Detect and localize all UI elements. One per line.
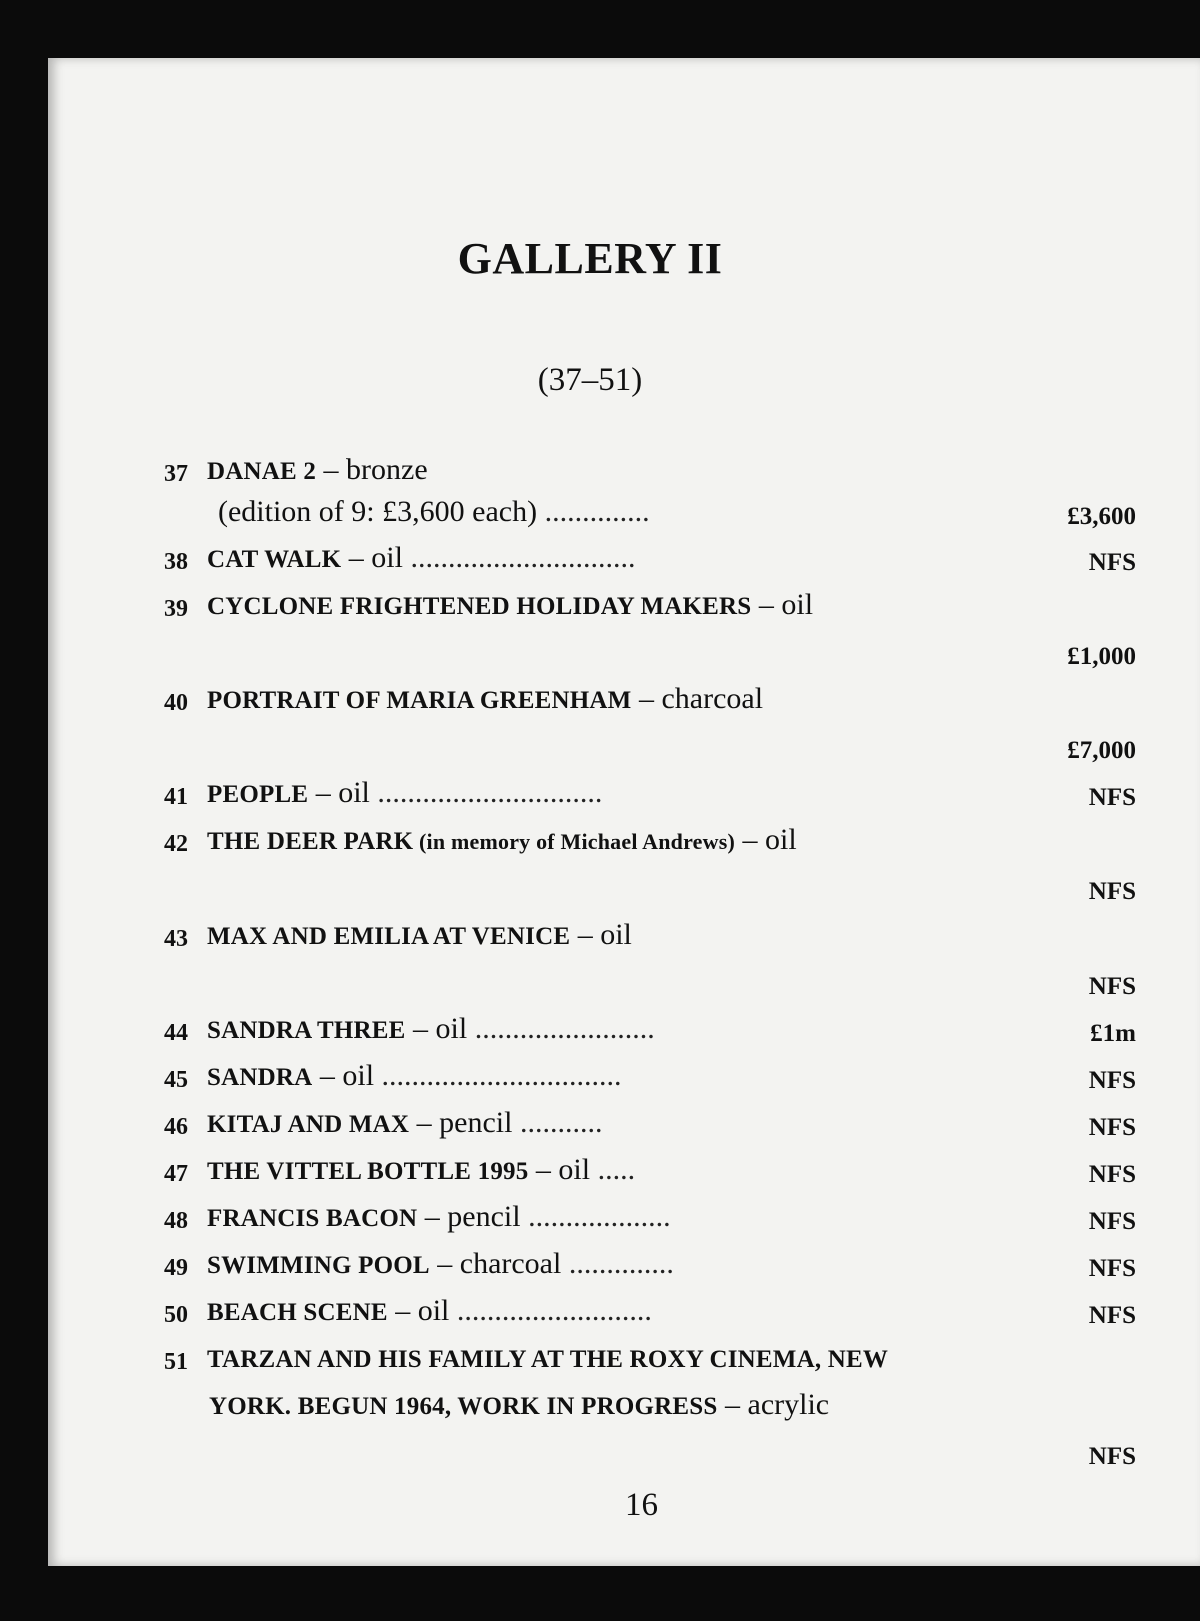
entry-number: 48 (164, 1208, 188, 1234)
entry-price: £7,000 (1067, 737, 1136, 764)
entry-title: FRANCIS BACON (207, 1205, 418, 1232)
entry-number: 51 (164, 1349, 188, 1375)
entry-price: NFS (1088, 1114, 1136, 1141)
leader-dots: ................................ (381, 1059, 622, 1092)
entry-title: TARZAN AND HIS FAMILY AT THE ROXY CINEMA, NEW (207, 1346, 889, 1373)
entry-price: NFS (1088, 1302, 1136, 1329)
entry-medium: – acrylic (717, 1388, 830, 1421)
entry-title: PEOPLE (207, 781, 309, 808)
entry-edition: (edition of 9: £3,600 each) (218, 495, 538, 528)
entry-number: 37 (164, 461, 188, 487)
leader-dots: .......................... (456, 1294, 652, 1327)
entry-number: 45 (164, 1067, 188, 1093)
leader-dots: ..... (597, 1153, 636, 1186)
entry-title: THE DEER PARK (207, 828, 414, 855)
entry-number: 38 (164, 549, 188, 575)
entry-number: 42 (164, 831, 188, 857)
entry-subtitle: (in memory of Michael Andrews) (413, 829, 736, 854)
entry-title: BEACH SCENE (207, 1299, 388, 1326)
leader-dots: ........... (519, 1106, 603, 1139)
leader-dots: .............................. (377, 776, 603, 809)
entry-medium: – bronze (316, 453, 428, 486)
entry-medium: – charcoal (631, 682, 764, 715)
entry-medium: – oil (405, 1012, 468, 1045)
leader-dots: ................... (528, 1200, 671, 1233)
entry-title: CYCLONE FRIGHTENED HOLIDAY MAKERS (207, 593, 752, 620)
entry-number: 43 (164, 926, 188, 952)
entry-number: 49 (164, 1255, 188, 1281)
entry-medium: – pencil (409, 1106, 513, 1139)
entry-medium: – pencil (417, 1200, 521, 1233)
entry-title: THE VITTEL BOTTLE 1995 (207, 1158, 529, 1185)
catalogue-page (48, 58, 1200, 1566)
entry-price: NFS (1088, 1161, 1136, 1188)
entry-number: 44 (164, 1020, 188, 1046)
entry-medium: – charcoal (429, 1247, 562, 1280)
entry-medium: – oil (341, 541, 403, 574)
entry-medium: – oil (387, 1294, 450, 1327)
entry-number: 50 (164, 1302, 188, 1328)
entry-title-continued: YORK. BEGUN 1964, WORK IN PROGRESS (209, 1393, 718, 1420)
entry-price: NFS (1088, 1255, 1136, 1282)
gallery-title: GALLERY II (457, 234, 723, 283)
entry-number: 41 (164, 784, 188, 810)
entry-title: MAX AND EMILIA AT VENICE (207, 923, 571, 950)
page-content (48, 58, 1200, 1566)
leader-dots: .............................. (410, 541, 636, 574)
entry-title: CAT WALK (207, 546, 342, 573)
entry-title: PORTRAIT OF MARIA GREENHAM (207, 687, 632, 714)
catalogue-range: (37–51) (537, 362, 643, 398)
entry-title: DANAE 2 (207, 458, 317, 485)
entry-price: £1,000 (1067, 643, 1136, 670)
leader-dots: .............. (544, 495, 650, 528)
entry-price: £1m (1090, 1020, 1136, 1047)
entry-price: NFS (1088, 878, 1136, 905)
entry-title: SANDRA (207, 1064, 313, 1091)
entry-price: NFS (1088, 1067, 1136, 1094)
entry-medium: – oil (570, 918, 632, 951)
page-number: 16 (625, 1487, 658, 1523)
entry-medium: – oil (735, 823, 797, 856)
entry-price: NFS (1088, 549, 1136, 576)
entry-title: SWIMMING POOL (207, 1252, 430, 1279)
entry-medium: – oil (312, 1059, 375, 1092)
entry-medium: – oil (751, 588, 814, 621)
entry-price: NFS (1088, 784, 1136, 811)
entry-price: NFS (1088, 973, 1136, 1000)
leader-dots: .............. (568, 1247, 674, 1280)
entry-price: NFS (1088, 1208, 1136, 1235)
entry-price: NFS (1088, 1443, 1136, 1470)
entry-number: 40 (164, 690, 188, 716)
entry-title: SANDRA THREE (207, 1017, 406, 1044)
entry-number: 39 (164, 596, 188, 622)
entry-number: 47 (164, 1161, 188, 1187)
entry-price: £3,600 (1067, 503, 1136, 530)
entry-medium: – oil (308, 776, 370, 809)
entry-number: 46 (164, 1114, 188, 1140)
entry-title: KITAJ AND MAX (207, 1111, 410, 1138)
entry-medium: – oil (528, 1153, 591, 1186)
leader-dots: ........................ (474, 1012, 655, 1045)
